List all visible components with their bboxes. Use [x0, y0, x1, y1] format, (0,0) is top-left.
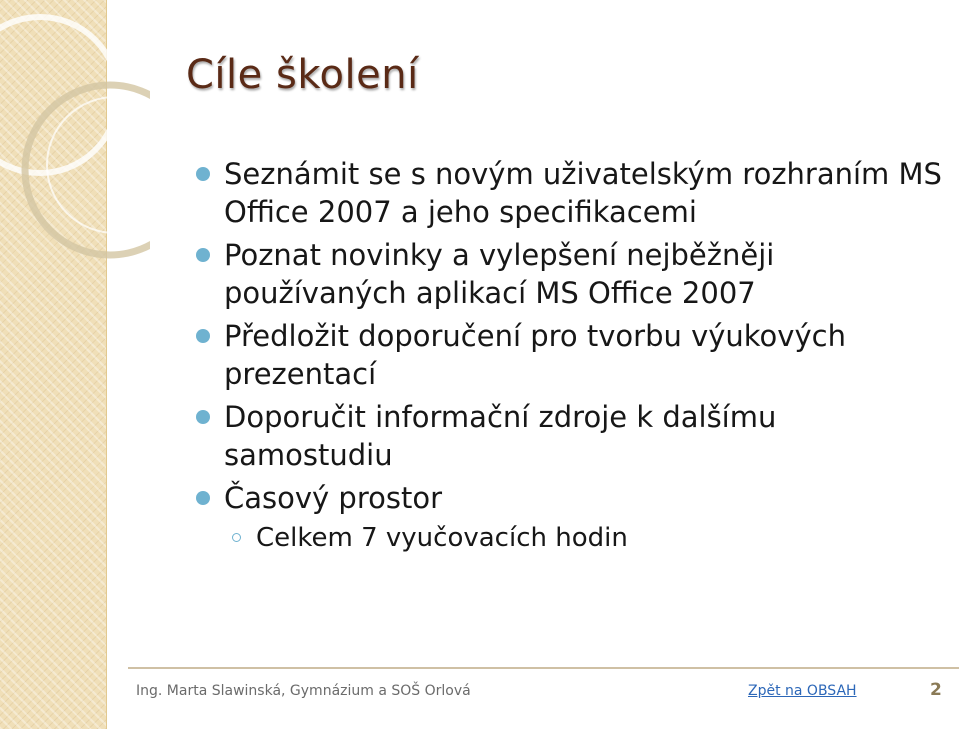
decorative-circles: [0, 0, 150, 260]
bullet-dot-icon: [196, 167, 210, 181]
sub-bullet-text: Celkem 7 vyučovacích hodin: [256, 523, 628, 553]
page-number: 2: [930, 680, 942, 700]
back-to-contents-link[interactable]: Zpět na OBSAH: [748, 683, 857, 699]
bullet-text: Seznámit se s novým uživatelským rozhraním MS Office 2007 a jeho specifikacemi: [224, 157, 942, 229]
footer-author: Ing. Marta Slawinská, Gymnázium a SOŠ Orlová: [136, 683, 471, 699]
bullet-text: Poznat novinky a vylepšení nejběžněji používaných aplikací MS Office 2007: [224, 238, 775, 310]
slide-title: Cíle školení: [186, 52, 419, 98]
bullet-ring-icon: [232, 533, 241, 542]
bullet-dot-icon: [196, 329, 210, 343]
bullet-item: [196, 479, 946, 555]
bullet-item: [196, 155, 946, 231]
bullet-dot-icon: [196, 248, 210, 262]
sub-bullet-item: [226, 521, 946, 555]
bullet-item: [196, 398, 946, 474]
bullet-list: [196, 155, 946, 560]
bullet-dot-icon: [196, 410, 210, 424]
bullet-text: Předložit doporučení pro tvorbu výukových prezentací: [224, 319, 846, 391]
bullet-item: [196, 236, 946, 312]
decorative-circle-small: [47, 97, 150, 233]
bullet-text: Časový prostor: [224, 481, 442, 515]
bullet-item: [196, 317, 946, 393]
decorative-circle-large: [0, 17, 118, 173]
footer-divider: [128, 667, 959, 669]
bullet-dot-icon: [196, 491, 210, 505]
bullet-text: Doporučit informační zdroje k dalšímu samostudiu: [224, 400, 777, 472]
sub-bullet-list: [224, 521, 946, 555]
